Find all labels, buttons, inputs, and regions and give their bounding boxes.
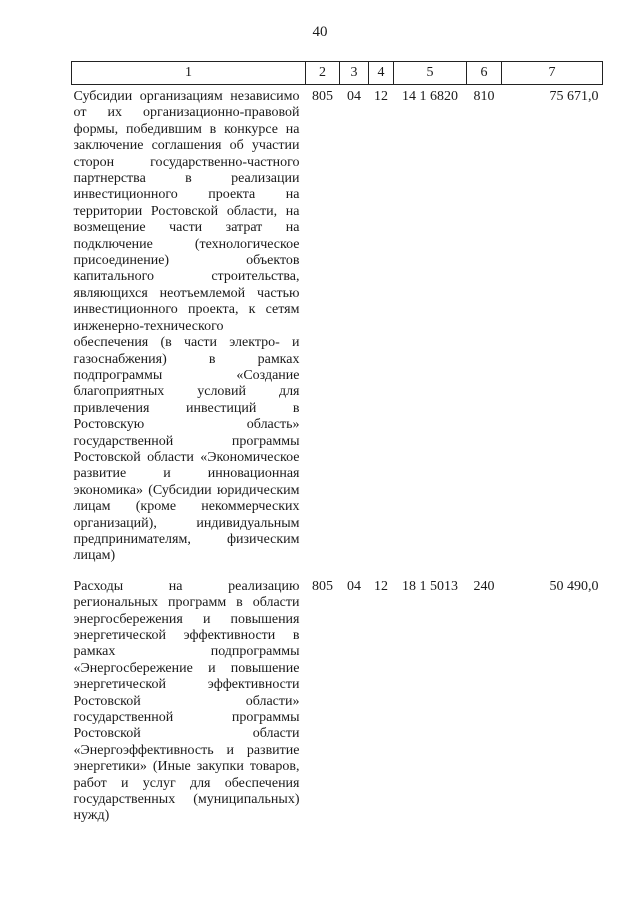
row-section-code: 04 (347, 89, 361, 104)
row-amount: 50 490,0 (549, 578, 599, 594)
row-expense-type: 810 (473, 89, 495, 104)
row-target-article: 14 1 6820 (402, 89, 458, 104)
table-header-row (72, 62, 603, 85)
header-col-1: 1 (72, 62, 306, 85)
header-col-4: 4 (369, 62, 394, 85)
header-col-2: 2 (306, 62, 340, 85)
row-description: Субсидии организациям независимо от их организационно-правовой формы, победившим в конкурсе на заключение соглашения об участии сторон государственно-частного партнерства в реализации инвестиционного проекта на территории Ростовской области, на возмещение части затрат на подключение (технологическое присоединение) объектов капитального строительства, являющихся неотъемлемой частью инвестиционного проекта, к сетям инженерно-технического обеспечения (в части электро- и газоснабжения) в рамках подпрограммы «Создание благоприятных условий для привлечения инвестиций в Ростовскую область» государственной программы Ростовской области «Экономическое развитие и инновационная экономика» (Субсидии юридическим лицам (кроме некоммерческих организаций), индивидуальным предпринимателям, физическим лицам) (73, 89, 300, 564)
row-ministry-code: 805 (312, 89, 333, 104)
row-amount: 75 671,0 (549, 89, 599, 104)
row-description: Расходы на реализацию региональных программ в области энергосбережения и повышения энергетической эффективности в рамках подпрограммы «Энергосбережение и повышение энергетической эффективности Ростовской области» государственной программы Ростовской области «Энергоэффективность и развитие энергетики» (Иные закупки товаров, работ и услуг для обеспечения государственных (муниципальных) нужд) (73, 578, 300, 824)
table-row (72, 565, 603, 825)
header-col-5: 5 (394, 62, 467, 85)
page-number: 40 (312, 24, 328, 40)
row-ministry-code: 805 (312, 578, 333, 594)
row-subsection-code: 12 (374, 578, 388, 594)
budget-table (71, 61, 603, 825)
header-col-7: 7 (502, 62, 603, 85)
row-target-article: 18 1 5013 (402, 578, 458, 594)
header-col-6: 6 (467, 62, 502, 85)
row-subsection-code: 12 (374, 89, 388, 104)
header-col-3: 3 (340, 62, 369, 85)
table-row (72, 85, 603, 565)
row-section-code: 04 (347, 578, 361, 594)
row-expense-type: 240 (473, 578, 495, 594)
